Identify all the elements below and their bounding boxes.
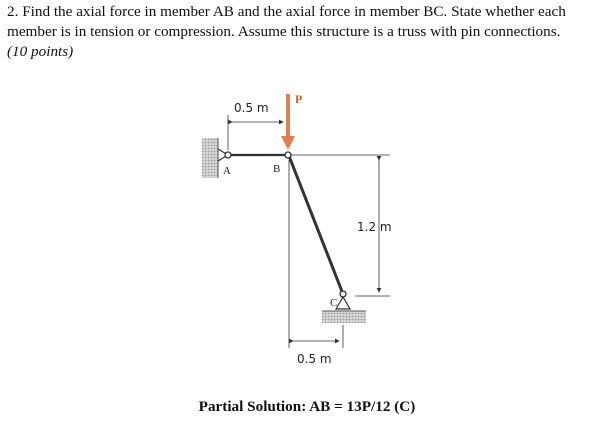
pin-a [225,152,231,158]
problem-line-2: member is in tension or compression. Assume this structure is a truss with pin connections. [7,23,561,40]
node-label-c: C [330,297,338,309]
load-label: P [295,92,303,106]
top-dimension-label: 0.5 m [234,101,269,115]
vertical-dimension-label: 1.2 m [357,220,392,234]
problem-points: (10 points) [7,43,74,60]
node-label-b: B [273,163,281,175]
ground-support-c [322,311,366,323]
pin-b [285,152,291,158]
node-label-a: A [223,165,231,177]
member-bc [289,156,343,294]
wall-support-a [202,138,218,178]
bottom-dimension-label: 0.5 m [297,352,332,366]
partial-solution: Partial Solution: AB = 13P/12 (C) [198,398,416,415]
load-arrow-head [281,136,295,150]
pin-support-c [336,297,350,309]
problem-line-1: 2. Find the axial force in member AB and the axial force in member BC. State whether each [7,3,566,20]
